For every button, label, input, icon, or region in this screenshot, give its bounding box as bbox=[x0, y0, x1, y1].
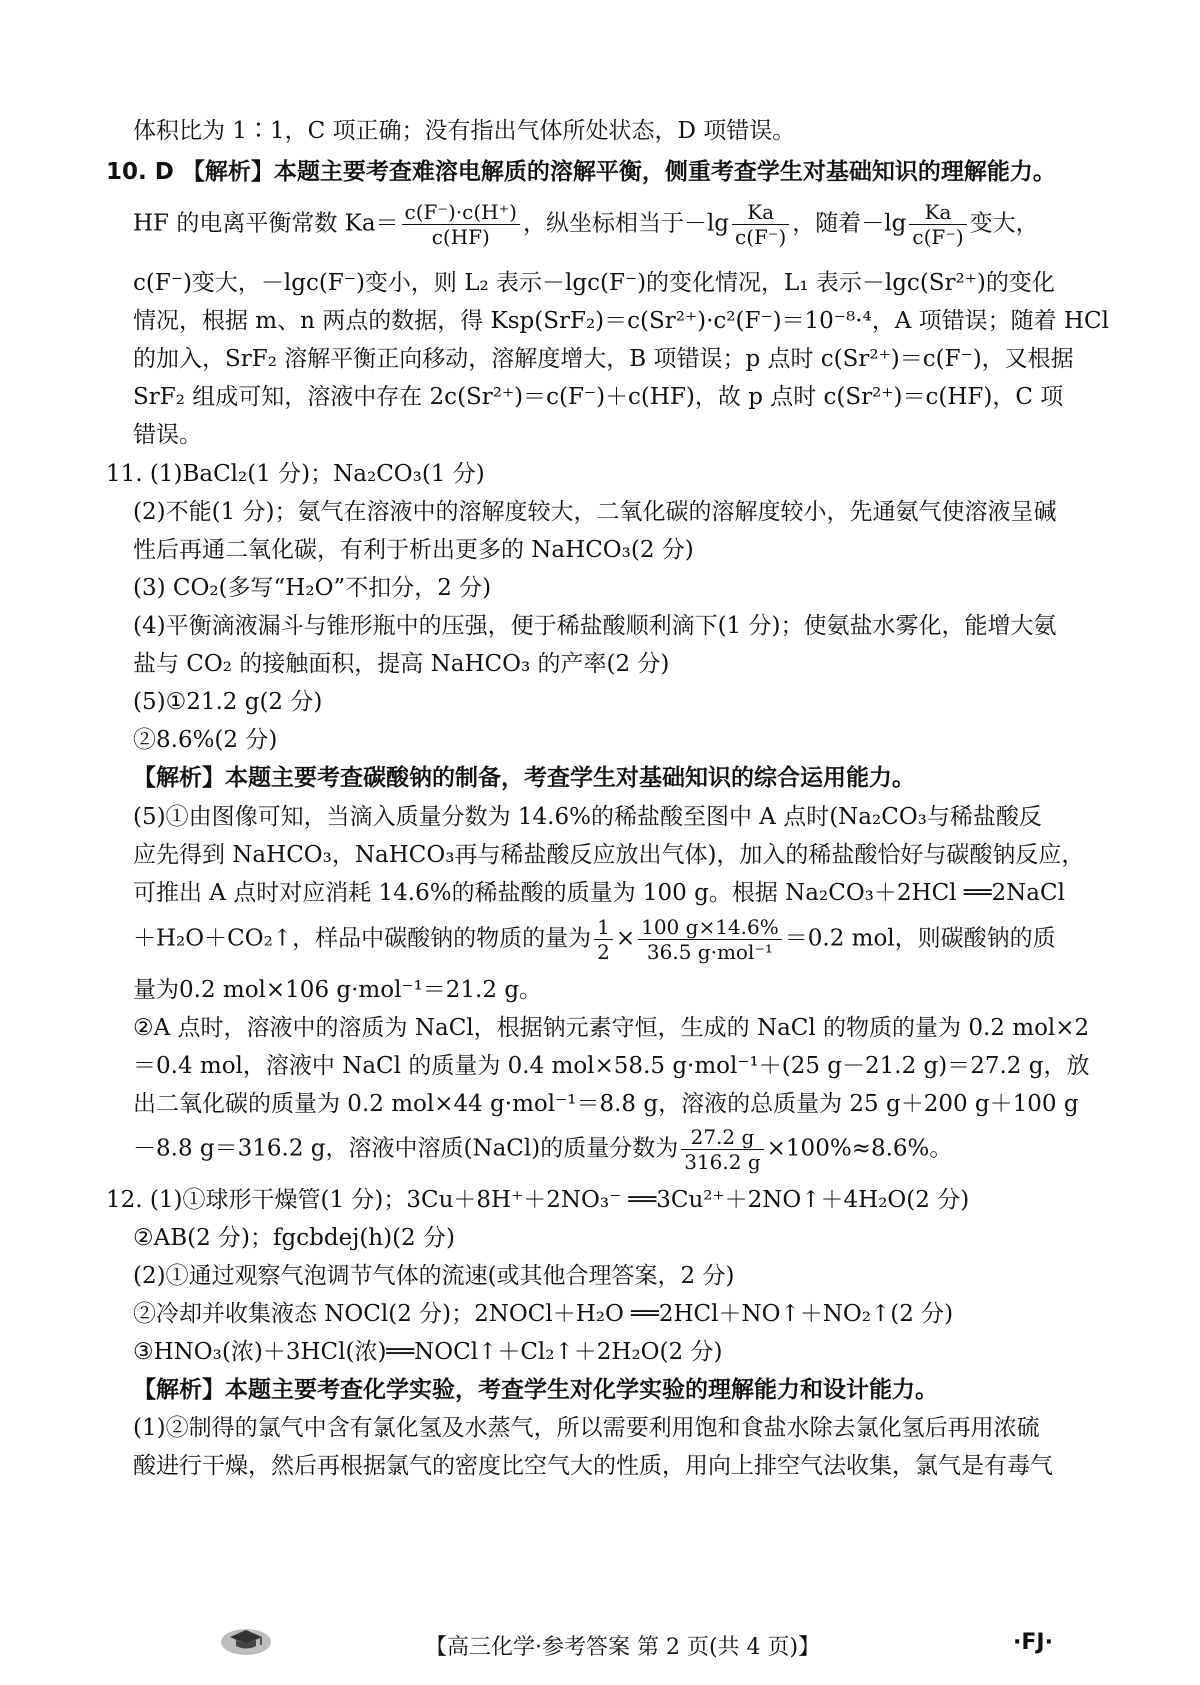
text-line: c(F⁻)变大，－lgc(F⁻)变小，则 L₂ 表示－lgc(F⁻)的变化情况，L₁ 表示－lgc(Sr²⁺)的变化 bbox=[133, 270, 1055, 296]
analysis-heading: 【解析】本题主要考查化学实验，考查学生对化学实验的理解能力和设计能力。 bbox=[133, 1377, 938, 1403]
text-line: 出二氧化碳的质量为 0.2 mol×44 g·mol⁻¹＝8.8 g，溶液的总质量为 25 g＋200 g＋100 g bbox=[133, 1091, 1079, 1117]
ka-numerator: c(F⁻)·c(H⁺) bbox=[402, 200, 520, 225]
text-line: (2)①通过观察气泡调节气体的流速(或其他合理答案，2 分) bbox=[133, 1263, 735, 1289]
footer-page-info: 【高三化学·参考答案 第 2 页(共 4 页)】 bbox=[425, 1635, 821, 1660]
text-line: (2)不能(1 分)；氨气在溶液中的溶解度较大，二氧化碳的溶解度较小，先通氨气使溶液呈碱 bbox=[133, 499, 1057, 525]
hf-equation-line bbox=[133, 200, 1039, 249]
lg-fraction-2: $\frac{Ka}{c(F^-)}$ bbox=[909, 200, 966, 249]
eq1-text-e: 变大， bbox=[969, 210, 1039, 237]
lg-fraction-1: $\frac{Ka}{c(F^-)}$ bbox=[732, 200, 789, 249]
text-line: 量为0.2 mol×106 g·mol⁻¹＝21.2 g。 bbox=[133, 977, 543, 1003]
text-line: (3) CO₂(多写“H₂O”不扣分，2 分) bbox=[133, 575, 492, 601]
text-line: 可推出 A 点时对应消耗 14.6%的稀盐酸的质量为 100 g。根据 Na₂CO₃＋2HCl ══2NaCl bbox=[133, 880, 1065, 906]
text-line: 的加入，SrF₂ 溶解平衡正向移动，溶解度增大，B 项错误；p 点时 c(Sr²⁺)＝c(F⁻)，又根据 bbox=[133, 346, 1074, 372]
half-fraction: $\frac{1}{2}$ bbox=[594, 915, 613, 964]
ka-fraction bbox=[402, 200, 520, 249]
ka-denominator: c(HF) bbox=[431, 225, 490, 249]
text-line: 情况，根据 m、n 两点的数据，得 Ksp(SrF₂)＝c(Sr²⁺)·c²(F⁻)＝10⁻⁸·⁴，A 项错误；随着 HCl bbox=[133, 308, 1109, 334]
text-line: SrF₂ 组成可知，溶液中存在 2c(Sr²⁺)＝c(F⁻)＋c(HF)，故 p 点时 c(Sr²⁺)＝c(HF)，C 项 bbox=[133, 384, 1064, 410]
eq1-text-a: HF 的电离平衡常数 Ka＝ bbox=[133, 210, 399, 237]
text-line: (5)①由图像可知，当滴入质量分数为 14.6%的稀盐酸至图中 A 点时(Na₂CO₃与稀盐酸反 bbox=[133, 804, 1042, 830]
text-line: ②冷却并收集液态 NOCl(2 分)；2NOCl＋H₂O ══2HCl＋NO↑＋NO₂↑(2 分) bbox=[133, 1301, 954, 1327]
text-line: ②8.6%(2 分) bbox=[133, 727, 278, 753]
mass-fraction-line: －8.8 g＝316.2 g，溶液中溶质(NaCl)的质量分数为 $\frac{27.2 g}{316.2 g}$ ×100%≈8.6%。 bbox=[133, 1125, 953, 1174]
text-line: ＝0.4 mol，溶液中 NaCl 的质量为 0.4 mol×58.5 g·mol⁻¹＋(25 g－21.2 g)＝27.2 g，放 bbox=[133, 1053, 1090, 1079]
eq1-text-c: ，随着－lg bbox=[792, 210, 907, 237]
text-line: 酸进行干燥，然后再根据氯气的密度比空气大的性质，用向上排空气法收集，氯气是有毒气 bbox=[133, 1453, 1053, 1479]
question-12-header: 12. (1)①球形干燥管(1 分)；3Cu＋8H⁺＋2NO₃⁻ ══3Cu²⁺＋2NO↑＋4H₂O(2 分) bbox=[106, 1187, 970, 1213]
question-10-header: 10. D 【解析】本题主要考查难溶电解质的溶解平衡，侧重考查学生对基础知识的理解能力。 bbox=[106, 159, 1056, 185]
analysis-heading: 【解析】本题主要考查碳酸钠的制备，考查学生对基础知识的综合运用能力。 bbox=[133, 765, 915, 791]
text-line: 体积比为 1∶1，C 项正确；没有指出气体所处状态，D 项错误。 bbox=[133, 118, 796, 144]
text-line: (5)①21.2 g(2 分) bbox=[133, 689, 323, 715]
moles-equation-line: ＋H₂O＋CO₂↑，样品中碳酸钠的物质的量为 $\frac{1}{2}$ × $\frac{100 g\times 14.6\%}{\text{36.5 g·mol⁻¹}}$ ＝0.2 mol，则碳酸钠的质 bbox=[133, 915, 1056, 964]
text-line: 盐与 CO₂ 的接触面积，提高 NaHCO₃ 的产率(2 分) bbox=[133, 651, 670, 677]
text-line: (1)②制得的氯气中含有氯化氢及水蒸气，所以需要利用饱和食盐水除去氯化氢后再用浓硫 bbox=[133, 1415, 1040, 1441]
mass-fraction: $\frac{27.2 g}{316.2 g}$ bbox=[681, 1125, 763, 1174]
text-line: 性后再通二氧化碳，有利于析出更多的 NaHCO₃(2 分) bbox=[133, 537, 694, 563]
text-line: ③HNO₃(浓)＋3HCl(浓)══NOCl↑＋Cl₂↑＋2H₂O(2 分) bbox=[133, 1339, 723, 1365]
graduation-cap-icon bbox=[220, 1622, 272, 1656]
text-line: ②A 点时，溶液中的溶质为 NaCl，根据钠元素守恒，生成的 NaCl 的物质的量为 0.2 mol×2 bbox=[133, 1015, 1090, 1041]
text-line: (4)平衡滴液漏斗与锥形瓶中的压强，便于稀盐酸顺利滴下(1 分)；使氨盐水雾化，能增大氨 bbox=[133, 613, 1057, 639]
text-line: 错误。 bbox=[133, 422, 202, 448]
text-line: 应先得到 NaHCO₃，NaHCO₃再与稀盐酸反应放出气体)，加入的稀盐酸恰好与碳酸钠反应， bbox=[133, 842, 1085, 868]
text-line: ②AB(2 分)；fgcbdej(h)(2 分) bbox=[133, 1225, 455, 1251]
eq1-text-b: ，纵坐标相当于－lg bbox=[522, 210, 730, 237]
footer-region-code: ·FJ· bbox=[1013, 1630, 1053, 1655]
moles-fraction: $\frac{100 g\times 14.6\%}{\text{36.5 g·mol⁻¹}}$ bbox=[638, 915, 782, 964]
question-11-header: 11. (1)BaCl₂(1 分)；Na₂CO₃(1 分) bbox=[106, 461, 485, 487]
